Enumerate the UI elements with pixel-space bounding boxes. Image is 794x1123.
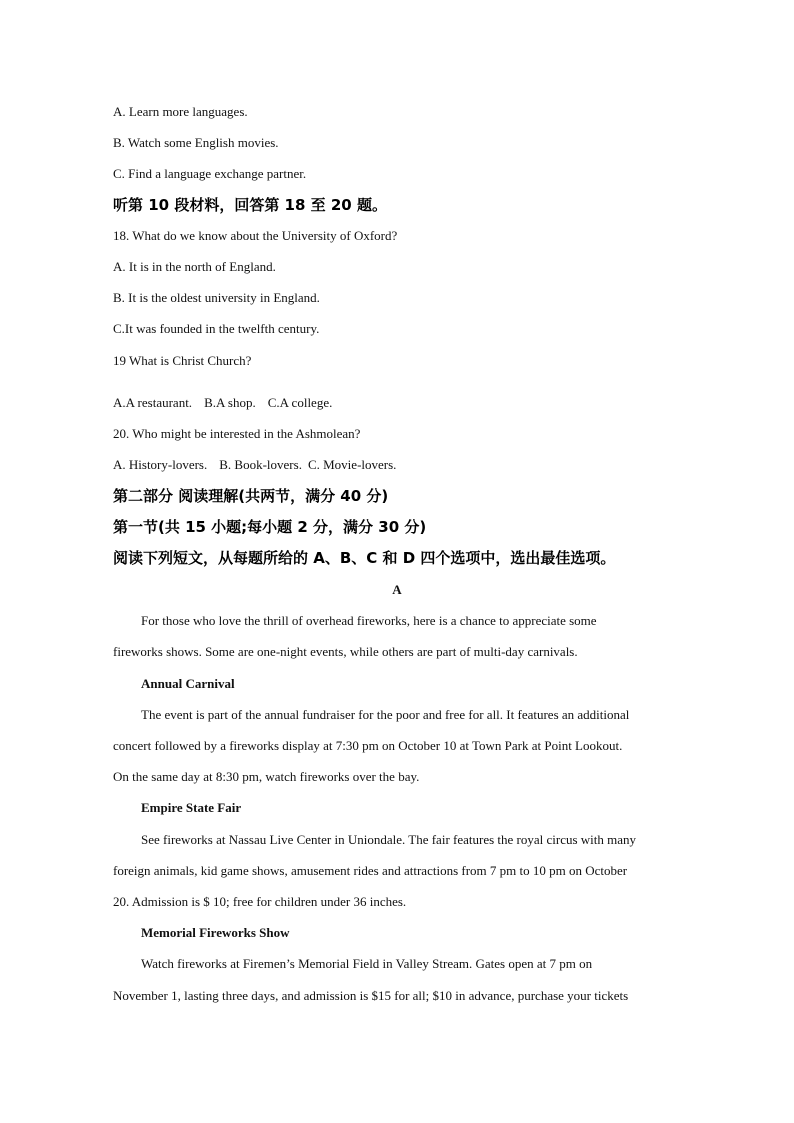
event-title-empire-state-fair: Empire State Fair xyxy=(141,800,242,815)
part2-heading: 第二部分 阅读理解(共两节，满分 40 分) xyxy=(113,487,389,505)
section1-heading: 第一节(共 15 小题;每小题 2 分，满分 30 分) xyxy=(113,518,427,536)
intro-line-1: For those who love the thrill of overhead fireworks, here is a chance to appreciate some xyxy=(141,613,597,628)
section10-heading: 听第 10 段材料，回答第 18 至 20 题。 xyxy=(113,196,387,214)
q17-option-c: C. Find a language exchange partner. xyxy=(113,166,307,181)
event-title-memorial-fireworks-show: Memorial Fireworks Show xyxy=(141,925,290,940)
event-title-annual-carnival: Annual Carnival xyxy=(141,676,235,691)
q18-option-a: A. It is in the north of England. xyxy=(113,259,276,274)
q17-option-b: B. Watch some English movies. xyxy=(113,135,279,150)
q18-option-c: C.It was founded in the twelfth century. xyxy=(113,321,320,336)
q20-option-b: B. Book-lovers. xyxy=(219,457,302,472)
event-text-line: 20. Admission is $ 10; free for children under 36 inches. xyxy=(113,894,407,909)
q20-option-c: C. Movie-lovers. xyxy=(307,457,397,472)
q18-option-b: B. It is the oldest university in England. xyxy=(113,290,320,305)
q19-option-a: A.A restaurant. xyxy=(113,395,193,410)
event-text-line: The event is part of the annual fundraiser for the poor and free for all. It features an additional xyxy=(141,707,630,722)
passage-label: A xyxy=(392,582,402,597)
q17-option-a: A. Learn more languages. xyxy=(113,104,248,119)
event-text-line: November 1, lasting three days, and admission is $15 for all; $10 in advance, purchase your tickets xyxy=(113,988,629,1003)
event-text-line: concert followed by a fireworks display at 7:30 pm on October 10 at Town Park at Point Lookout. xyxy=(113,738,623,753)
q18-question: 18. What do we know about the University of Oxford? xyxy=(113,228,398,243)
intro-line-2: fireworks shows. Some are one-night events, while others are part of multi-day carnivals. xyxy=(113,644,578,659)
q19-option-c: C.A college. xyxy=(267,395,333,410)
event-text-line: See fireworks at Nassau Live Center in Uniondale. The fair features the royal circus with many xyxy=(141,832,637,847)
q20-option-a: A. History-lovers. xyxy=(113,457,208,472)
q20-question: 20. Who might be interested in the Ashmolean? xyxy=(113,426,361,441)
event-text-line: On the same day at 8:30 pm, watch fireworks over the bay. xyxy=(113,769,420,784)
event-text-line: Watch fireworks at Firemen’s Memorial Field in Valley Stream. Gates open at 7 pm on xyxy=(141,956,593,971)
event-text-line: foreign animals, kid game shows, amusement rides and attractions from 7 pm to 10 pm on October xyxy=(113,863,628,878)
q20-options xyxy=(113,456,396,474)
q19-options xyxy=(113,394,332,412)
q19-option-b: B.A shop. xyxy=(204,395,256,410)
instructions: 阅读下列短文，从每题所给的 A、B、C 和 D 四个选项中，选出最佳选项。 xyxy=(113,549,616,567)
q19-question: 19 What is Christ Church? xyxy=(113,353,252,368)
